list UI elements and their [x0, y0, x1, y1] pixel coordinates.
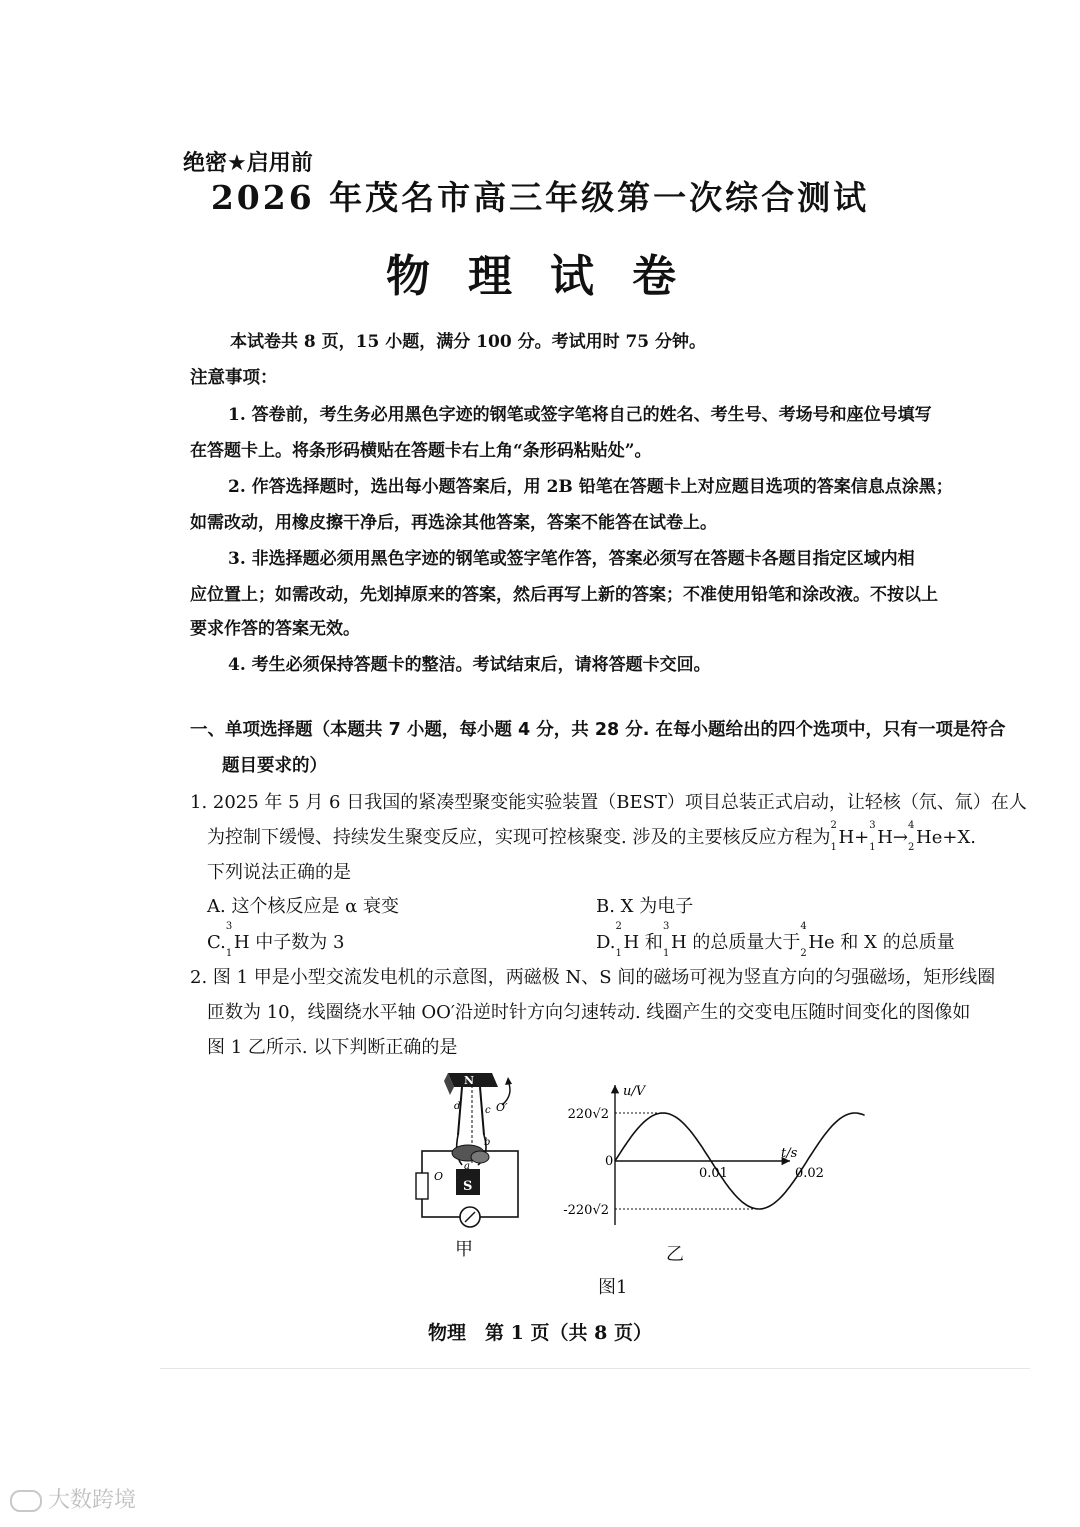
label-o: O [434, 1170, 444, 1183]
y-tick-label: 220√2 [567, 1107, 609, 1122]
y-axis-label: u/V [623, 1084, 646, 1099]
nuclide-deuterium: 2 1 H+ [830, 820, 870, 853]
question-1-text: 为控制下缓慢、持续发生聚变反应，实现可控核聚变. 涉及的主要核反应方程为 [207, 827, 831, 848]
voltage-chart [545, 1075, 824, 1235]
option-b: B. X 为电子 [596, 896, 694, 917]
exam-title: 2026 年茂名市高三年级第一次综合测试 [210, 178, 870, 217]
option-d: D. 2 1 H 和 3 1 H 的总质量大于 4 2 He 和 X 的总质量 [596, 921, 955, 959]
notice-line: 在答题卡上。将条形码横贴在答题卡右上角“条形码粘贴处”。 [190, 441, 652, 461]
x-axis-label: t/s [781, 1146, 798, 1161]
question-1-line [207, 820, 976, 853]
intro-text: 本试卷共 8 页，15 小题，满分 100 分。考试用时 75 分钟。 [230, 332, 707, 352]
question-1-line: 1. 2025 年 5 月 6 日我国的紧凑型聚变能实验装置（BEST）项目总装正式启动，让轻核（氘、氚）在人 [190, 792, 1027, 813]
label-d: d [454, 1101, 461, 1112]
label-c: c [485, 1105, 491, 1116]
option-c: C. 3 1 H 中子数为 3 [207, 921, 345, 959]
generator-diagram [410, 1065, 530, 1235]
section-heading-cont: 题目要求的） [222, 756, 327, 776]
notice-line: 2. 作答选择题时，选出每小题答案后，用 2B 铅笔在答题卡上对应题目选项的答案信息点涂黑； [228, 477, 953, 497]
figure-caption: 图1 [598, 1277, 628, 1298]
notice-heading: 注意事项： [190, 368, 278, 388]
watermark: 大数跨境 [10, 1483, 136, 1514]
subject-title: 物理试卷 [386, 251, 714, 302]
label-a: a [464, 1161, 470, 1172]
notice-line: 3. 非选择题必须用黑色字迹的钢笔或签字笔作答，答案必须写在答题卡各题目指定区域内相 [228, 549, 915, 569]
label-b: b [484, 1137, 491, 1148]
option-a: A. 这个核反应是 α 衰变 [207, 896, 400, 917]
secret-mark: 绝密★启用前 [183, 151, 313, 176]
question-2-line: 图 1 乙所示. 以下判断正确的是 [207, 1037, 458, 1058]
x-tick-label: 0.01 [699, 1166, 728, 1181]
y-tick-label: -220√2 [563, 1203, 609, 1218]
notice-line: 如需改动，用橡皮擦干净后，再选涂其他答案，答案不能答在试卷上。 [190, 513, 717, 533]
figure-right-caption: 乙 [666, 1244, 684, 1265]
question-2-line: 匝数为 10，线圈绕水平轴 OO′沿逆时针方向匀速转动. 线圈产生的交变电压随时间变化的图像如 [207, 1002, 971, 1023]
page-footer: 物理 第 1 页（共 8 页） [428, 1322, 652, 1344]
nuclide-tritium: 3 1 H→ [869, 820, 909, 853]
label-o-prime: O′ [496, 1101, 508, 1114]
page-divider [160, 1368, 1030, 1369]
notice-line: 1. 答卷前，考生务必用黑色字迹的钢笔或签字笔将自己的姓名、考生号、考场号和座位号填写 [228, 405, 932, 425]
notice-line: 要求作答的答案无效。 [190, 619, 360, 639]
section-heading: 一、单项选择题（本题共 7 小题，每小题 4 分，共 28 分. 在每小题给出的四个选项中，只有一项是符合 [190, 720, 1006, 740]
notice-line: 4. 考生必须保持答题卡的整洁。考试结束后，请将答题卡交回。 [228, 655, 711, 675]
question-2-line: 2. 图 1 甲是小型交流发电机的示意图，两磁极 N、S 间的磁场可视为竖直方向的匀强磁场，矩形线圈 [190, 967, 996, 988]
notice-line: 应位置上；如需改动，先划掉原来的答案，然后再写上新的答案；不准使用铅笔和涂改液。不按以上 [190, 585, 938, 605]
figure-left-caption: 甲 [455, 1239, 473, 1260]
origin-label: 0 [605, 1154, 614, 1169]
x-tick-label: 0.02 [795, 1166, 824, 1181]
watermark-logo-icon [10, 1490, 42, 1512]
question-1-line: 下列说法正确的是 [207, 862, 351, 883]
label-n: N [464, 1074, 475, 1087]
resistor [416, 1173, 428, 1199]
nuclide-helium: 4 2 He+X. [908, 820, 976, 853]
label-s: S [463, 1179, 473, 1194]
